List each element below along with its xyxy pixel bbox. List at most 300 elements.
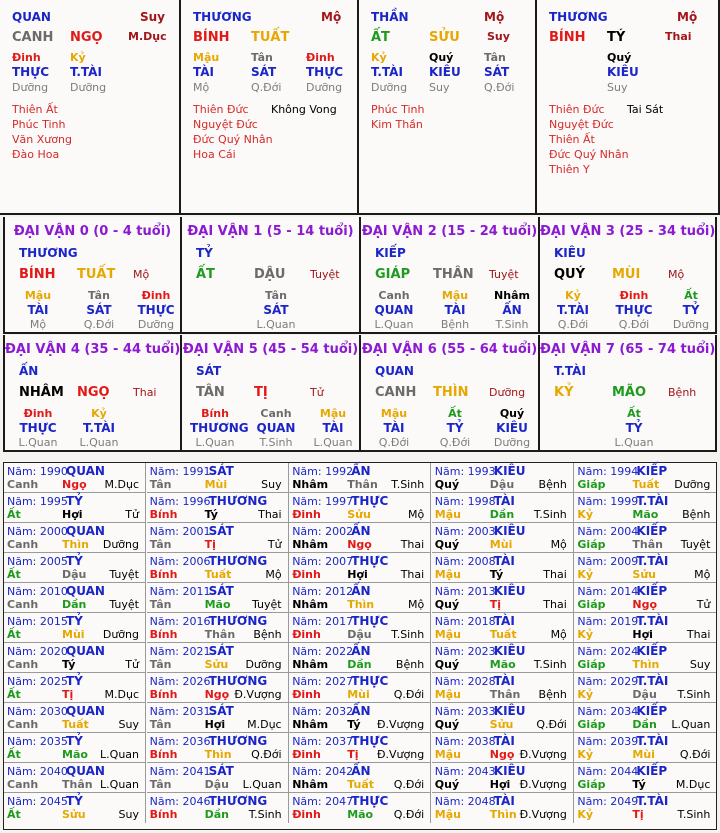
dai-van-title: ĐẠI VẬN 7 (65 - 74 tuổi) xyxy=(540,342,716,357)
year-branch: Ngọ xyxy=(62,478,87,491)
year-god: KIÊU xyxy=(493,584,526,598)
year-stem: Canh xyxy=(7,478,39,491)
year-god: T.TÀI xyxy=(636,614,669,628)
hidden-god: T.TÀI xyxy=(371,65,403,79)
year-god: THỰC xyxy=(351,734,389,748)
year-stage: Đ.Vượng xyxy=(376,718,425,731)
dai-van-title: ĐẠI VẬN 3 (25 - 34 tuổi) xyxy=(540,224,716,239)
year-cell xyxy=(289,553,431,583)
year-god: KIÊU xyxy=(493,464,526,478)
year-label: Năm: 2028 xyxy=(434,675,496,688)
year-cell xyxy=(147,583,289,613)
dai-van-4 xyxy=(3,335,182,452)
year-stage: M.Dục xyxy=(104,688,139,701)
year-stage: L.Quan xyxy=(242,778,282,791)
year-god: THƯƠNG xyxy=(208,554,268,568)
pillar-branch: TÝ xyxy=(607,30,626,45)
year-label: Năm: 2025 xyxy=(7,675,68,688)
year-stem: Đinh xyxy=(292,568,321,581)
hidden-stem: Đinh xyxy=(141,289,171,302)
year-cell xyxy=(432,553,574,583)
year-label: Năm: 2042 xyxy=(292,765,354,778)
year-stage: Mộ xyxy=(550,628,567,641)
hidden-stage: L.Quan xyxy=(18,436,58,449)
year-branch: Thìn xyxy=(347,598,375,611)
year-god: ẤN xyxy=(351,704,371,718)
hidden-stage: Mộ xyxy=(193,81,210,94)
star-0: Phúc Tinh xyxy=(371,103,425,116)
year-cell xyxy=(147,463,289,493)
dai-van-stem: ẤT xyxy=(196,267,215,282)
pillar-god: THƯƠNG xyxy=(549,10,608,24)
dai-van-stage: Mộ xyxy=(133,268,150,281)
year-label: Năm: 2018 xyxy=(434,615,496,628)
hidden-god: ẤN xyxy=(502,303,522,317)
year-stage: Mộ xyxy=(265,568,282,581)
year-label: Năm: 2000 xyxy=(7,525,68,538)
year-god: KIẾP xyxy=(636,524,668,538)
pillar-napam: Thai xyxy=(665,30,692,43)
year-stem: Tân xyxy=(149,538,172,551)
year-stem: Nhâm xyxy=(292,658,329,671)
year-branch: Dậu xyxy=(489,478,515,491)
year-stage: Bệnh xyxy=(395,658,425,671)
year-cell xyxy=(432,703,574,733)
year-stage: M.Dục xyxy=(247,718,282,731)
year-stem: Quý xyxy=(434,538,460,551)
hidden-stem: Đinh xyxy=(23,407,53,420)
star-1: Kim Thần xyxy=(371,118,423,131)
dai-van-god: QUAN xyxy=(375,364,414,378)
year-stage: M.Dục xyxy=(675,778,711,791)
dai-van-god: KIẾP xyxy=(375,246,406,260)
year-stage: Tử xyxy=(125,658,139,671)
year-god: TỶ xyxy=(66,614,83,628)
year-branch: Mão xyxy=(489,658,516,671)
year-god: ẤN xyxy=(351,584,371,598)
year-stage: Thai xyxy=(543,598,567,611)
year-label: Năm: 2024 xyxy=(577,645,639,658)
hidden-stem: Bính xyxy=(201,407,229,420)
year-branch: Thìn xyxy=(204,748,232,761)
year-stage: Mộ xyxy=(407,508,425,521)
year-stem: Ất xyxy=(7,508,21,521)
hidden-stem: Tân xyxy=(484,51,506,64)
year-stage: Đ.Vượng xyxy=(519,808,567,821)
year-label: Năm: 2004 xyxy=(577,525,639,538)
year-god: QUAN xyxy=(66,464,105,478)
pillar-god: THẦN xyxy=(371,10,409,24)
pillar-napam: Suy xyxy=(487,30,510,43)
year-stem: Quý xyxy=(434,658,460,671)
hidden-god: TÀI xyxy=(27,303,49,317)
year-stem: Kỷ xyxy=(577,508,594,521)
dai-van-branch: NGỌ xyxy=(77,385,110,400)
year-label: Năm: 2036 xyxy=(149,735,211,748)
year-stage: Q.Đới xyxy=(393,688,425,701)
year-stem: Đinh xyxy=(292,808,321,821)
year-stem: Quý xyxy=(434,778,460,791)
dai-van-stem: CANH xyxy=(375,385,417,400)
year-stage: T.Sinh xyxy=(391,478,425,491)
year-label: Năm: 2007 xyxy=(292,555,354,568)
dai-van-stem: BÍNH xyxy=(19,267,56,282)
star-1: Nguyệt Đức xyxy=(549,118,614,131)
year-stem: Canh xyxy=(7,538,39,551)
hidden-god: SÁT xyxy=(86,303,112,317)
year-label: Năm: 2034 xyxy=(577,705,639,718)
dai-van-stage: Mộ xyxy=(668,268,685,281)
hidden-stem: Đinh xyxy=(306,51,335,64)
year-stem: Kỷ xyxy=(577,748,594,761)
hidden-stage: Q.Đới xyxy=(378,436,410,449)
year-cell xyxy=(432,613,574,643)
year-stage: Thai xyxy=(686,628,711,641)
year-cell xyxy=(147,673,289,703)
year-label: Năm: 2013 xyxy=(434,585,496,598)
year-god: THỰC xyxy=(351,614,389,628)
year-cell xyxy=(432,463,574,493)
hidden-god: THỰC xyxy=(615,303,653,317)
hidden-stem: Quý xyxy=(607,51,632,64)
hidden-god: KIÊU xyxy=(496,421,528,435)
year-stem: Ất xyxy=(7,688,21,701)
year-branch: Sửu xyxy=(204,658,229,671)
year-label: Năm: 2002 xyxy=(292,525,354,538)
year-cell xyxy=(574,583,716,613)
star-4: Thiên Y xyxy=(549,163,590,176)
hidden-stage: L.Quan xyxy=(614,436,654,449)
year-stage: Dưỡng xyxy=(102,628,139,641)
year-label: Năm: 2045 xyxy=(7,795,68,808)
year-branch: Dậu xyxy=(62,568,87,581)
year-label: Năm: 2008 xyxy=(434,555,496,568)
year-label: Năm: 2012 xyxy=(292,585,354,598)
hidden-stem: Kỷ xyxy=(70,51,86,64)
dai-van-branch: THÌN xyxy=(433,385,469,400)
year-cell xyxy=(574,523,716,553)
year-cell xyxy=(432,583,574,613)
pillar-0 xyxy=(0,0,181,215)
hidden-stage: Q.Đới xyxy=(557,318,589,331)
hidden-stage: Q.Đới xyxy=(83,318,115,331)
hidden-stage: L.Quan xyxy=(256,318,296,331)
dai-van-6 xyxy=(361,335,540,452)
year-stage: T.Sinh xyxy=(677,688,711,701)
year-stage: Q.Đới xyxy=(393,778,425,791)
year-branch: Hợi xyxy=(62,508,83,521)
hidden-god: KIÊU xyxy=(607,65,639,79)
year-cell xyxy=(4,793,146,823)
year-stage: L.Quan xyxy=(100,778,139,791)
year-branch: Dậu xyxy=(204,778,229,791)
year-branch: Mão xyxy=(632,508,659,521)
year-cell xyxy=(4,583,146,613)
year-cell xyxy=(147,643,289,673)
year-cell xyxy=(432,493,574,523)
hidden-stem: Đinh xyxy=(619,289,649,302)
dai-van-god: KIÊU xyxy=(554,246,586,260)
year-god: QUAN xyxy=(66,524,105,538)
year-label: Năm: 1999 xyxy=(577,495,639,508)
year-god: TÀI xyxy=(493,734,515,748)
year-god: THƯƠNG xyxy=(208,794,268,808)
year-label: Năm: 2032 xyxy=(292,705,354,718)
year-stage: Suy xyxy=(118,808,139,821)
year-branch: Thân xyxy=(204,628,236,641)
year-branch: Hợi xyxy=(204,718,226,731)
pillar-2 xyxy=(359,0,537,215)
pillar-stem: ẤT xyxy=(371,30,390,45)
dai-van-stage: Tuyệt xyxy=(489,268,519,281)
year-stem: Canh xyxy=(7,718,39,731)
dai-van-2 xyxy=(361,217,540,334)
year-god: KIÊU xyxy=(493,704,526,718)
year-branch: Dậu xyxy=(347,628,372,641)
year-god: SÁT xyxy=(208,524,234,538)
year-stage: Q.Đới xyxy=(393,808,425,821)
hidden-stage: Q.Đới xyxy=(484,81,515,94)
year-label: Năm: 2010 xyxy=(7,585,68,598)
year-branch: Ngọ xyxy=(204,688,230,701)
star-right-0: Không Vong xyxy=(271,103,337,116)
year-stem: Bính xyxy=(149,808,178,821)
year-stem: Quý xyxy=(434,598,460,611)
year-stem: Kỷ xyxy=(577,568,594,581)
year-god: QUAN xyxy=(66,764,105,778)
year-cell xyxy=(4,763,146,793)
year-label: Năm: 2001 xyxy=(149,525,211,538)
hidden-stem: Mậu xyxy=(319,407,347,420)
star-0: Thiên Đức xyxy=(193,103,249,116)
year-label: Năm: 2046 xyxy=(149,795,211,808)
hidden-god: TÀI xyxy=(193,65,215,79)
hidden-stage: Dưỡng xyxy=(306,81,343,94)
year-branch: Dần xyxy=(632,718,657,731)
year-cell xyxy=(574,643,716,673)
year-stem: Quý xyxy=(434,718,460,731)
star-0: Thiên Đức xyxy=(549,103,605,116)
year-god: ẤN xyxy=(351,764,371,778)
year-stem: Tân xyxy=(149,658,172,671)
hidden-god: THỰC xyxy=(137,303,175,317)
year-branch: Mão xyxy=(204,598,231,611)
year-label: Năm: 2049 xyxy=(577,795,639,808)
year-branch: Sửu xyxy=(62,808,86,821)
year-stem: Canh xyxy=(7,778,39,791)
year-branch: Sửu xyxy=(489,718,514,731)
pillar-3 xyxy=(537,0,720,215)
dai-van-stem: TÂN xyxy=(196,385,225,400)
hidden-stage: L.Quan xyxy=(79,436,119,449)
dai-van-stage: Tuyệt xyxy=(310,268,340,281)
year-god: TÀI xyxy=(493,674,515,688)
year-stem: Giáp xyxy=(577,598,606,611)
year-cell xyxy=(4,643,146,673)
year-god: ẤN xyxy=(351,524,371,538)
year-label: Năm: 2017 xyxy=(292,615,354,628)
year-branch: Tý xyxy=(204,508,218,521)
year-stage: Tử xyxy=(125,508,139,521)
year-stage: T.Sinh xyxy=(533,508,567,521)
year-stem: Mậu xyxy=(434,508,461,521)
year-branch: Thìn xyxy=(62,538,89,551)
hidden-god: TÀI xyxy=(444,303,466,317)
year-label: Năm: 2006 xyxy=(149,555,211,568)
hidden-stage: T.Sinh xyxy=(259,436,293,449)
year-cell xyxy=(4,463,146,493)
year-cell xyxy=(147,793,289,823)
year-cell xyxy=(147,493,289,523)
hidden-stage: Suy xyxy=(429,81,450,94)
year-god: TỶ xyxy=(66,494,83,508)
year-branch: Hợi xyxy=(347,568,368,581)
year-branch: Tuất xyxy=(204,568,232,581)
year-cell xyxy=(289,493,431,523)
year-stem: Giáp xyxy=(577,718,606,731)
year-cell xyxy=(289,673,431,703)
year-cell xyxy=(289,583,431,613)
year-label: Năm: 2048 xyxy=(434,795,496,808)
year-stem: Tân xyxy=(149,718,172,731)
dai-van-branch: MÃO xyxy=(612,385,647,400)
hidden-stem: Quý xyxy=(499,407,525,420)
year-god: ẤN xyxy=(351,644,371,658)
year-god: T.TÀI xyxy=(636,494,669,508)
hidden-stage: L.Quan xyxy=(374,318,414,331)
year-branch: Ngọ xyxy=(347,538,372,551)
dai-van-stem: QUÝ xyxy=(554,267,586,282)
year-god: KIÊU xyxy=(493,644,526,658)
year-cell xyxy=(432,763,574,793)
dai-van-god: ẤN xyxy=(19,364,39,378)
dai-van-stage: Tử xyxy=(310,386,324,399)
year-branch: Tý xyxy=(632,778,646,791)
year-label: Năm: 2011 xyxy=(149,585,211,598)
year-stem: Đinh xyxy=(292,748,321,761)
hidden-god: KIÊU xyxy=(429,65,461,79)
pillar-stem: BÍNH xyxy=(193,30,230,45)
year-branch: Tuất xyxy=(632,478,660,491)
hidden-stage: Suy xyxy=(607,81,628,94)
year-cell xyxy=(289,613,431,643)
hidden-stem: Ất xyxy=(448,407,462,420)
year-label: Năm: 2044 xyxy=(577,765,639,778)
hidden-god: T.TÀI xyxy=(83,421,115,435)
year-stage: Mộ xyxy=(407,598,425,611)
year-branch: Mùi xyxy=(62,628,85,641)
year-cell xyxy=(432,643,574,673)
year-stage: L.Quan xyxy=(671,718,711,731)
year-branch: Tị xyxy=(347,748,359,761)
hidden-stage: Dưỡng xyxy=(137,318,175,331)
dai-van-stem: NHÂM xyxy=(19,385,64,400)
year-god: TỶ xyxy=(66,794,83,808)
year-god: TÀI xyxy=(493,614,515,628)
year-cell xyxy=(147,763,289,793)
hidden-stage: Dưỡng xyxy=(493,436,531,449)
year-label: Năm: 2027 xyxy=(292,675,354,688)
dai-van-7 xyxy=(540,335,717,452)
hidden-stage: Mộ xyxy=(29,318,47,331)
year-stem: Ất xyxy=(7,628,21,641)
year-god: THƯƠNG xyxy=(208,674,268,688)
year-god: SÁT xyxy=(208,584,234,598)
year-stage: Q.Đới xyxy=(251,748,282,761)
star-3: Đào Hoa xyxy=(12,148,60,161)
year-stage: Bệnh xyxy=(538,478,567,491)
year-god: THƯƠNG xyxy=(208,734,268,748)
year-stem: Ất xyxy=(7,808,21,821)
year-god: TỶ xyxy=(66,674,83,688)
year-stem: Nhâm xyxy=(292,598,329,611)
year-stem: Bính xyxy=(149,688,178,701)
year-stem: Tân xyxy=(149,778,172,791)
year-stem: Nhâm xyxy=(292,778,329,791)
year-stage: Đ.Vượng xyxy=(519,748,567,761)
year-branch: Thân xyxy=(489,688,521,701)
year-stem: Quý xyxy=(434,478,460,491)
year-branch: Dần xyxy=(62,598,87,611)
year-branch: Sửu xyxy=(632,568,656,581)
dai-van-god: THƯƠNG xyxy=(19,246,78,260)
year-label: Năm: 2026 xyxy=(149,675,211,688)
year-cell xyxy=(147,553,289,583)
year-label: Năm: 2014 xyxy=(577,585,639,598)
year-cell xyxy=(574,553,716,583)
year-cell xyxy=(289,703,431,733)
dai-van-stage: Dưỡng xyxy=(489,386,526,399)
year-label: Năm: 2047 xyxy=(292,795,354,808)
pillar-stem: BÍNH xyxy=(549,30,586,45)
year-stage: M.Dục xyxy=(104,478,139,491)
hidden-god: THỰC xyxy=(306,65,344,79)
year-stem: Tân xyxy=(149,598,172,611)
year-cell xyxy=(4,613,146,643)
year-branch: Mùi xyxy=(204,478,228,491)
year-label: Năm: 1993 xyxy=(434,465,496,478)
year-god: KIÊU xyxy=(493,764,526,778)
year-god: THỰC xyxy=(351,554,389,568)
dai-van-god: TỶ xyxy=(196,246,213,260)
year-stem: Canh xyxy=(7,598,39,611)
star-0: Thiên Ất xyxy=(12,103,58,116)
year-branch: Tị xyxy=(489,598,502,611)
year-stage: Mộ xyxy=(694,568,711,581)
year-branch: Mão xyxy=(62,748,88,761)
year-stage: Suy xyxy=(261,478,282,491)
year-branch: Ngọ xyxy=(632,598,658,611)
year-god: TÀI xyxy=(493,494,515,508)
year-cell xyxy=(289,463,431,493)
hidden-god: SÁT xyxy=(484,65,510,79)
year-cell xyxy=(289,523,431,553)
year-label: Năm: 2015 xyxy=(7,615,68,628)
year-label: Năm: 2021 xyxy=(149,645,211,658)
year-label: Năm: 2016 xyxy=(149,615,211,628)
year-stem: Ất xyxy=(7,748,21,761)
year-label: Năm: 1994 xyxy=(577,465,639,478)
year-cell xyxy=(289,763,431,793)
year-stage: Suy xyxy=(118,718,139,731)
year-branch: Tị xyxy=(632,808,644,821)
hidden-stem: Kỷ xyxy=(371,51,387,64)
pillar-stage: Mộ xyxy=(677,10,698,24)
year-stage: Tuyệt xyxy=(109,598,139,611)
dai-van-title: ĐẠI VẬN 4 (35 - 44 tuổi) xyxy=(5,342,181,357)
dai-van-3 xyxy=(540,217,717,334)
pillar-god: THƯƠNG xyxy=(193,10,252,24)
